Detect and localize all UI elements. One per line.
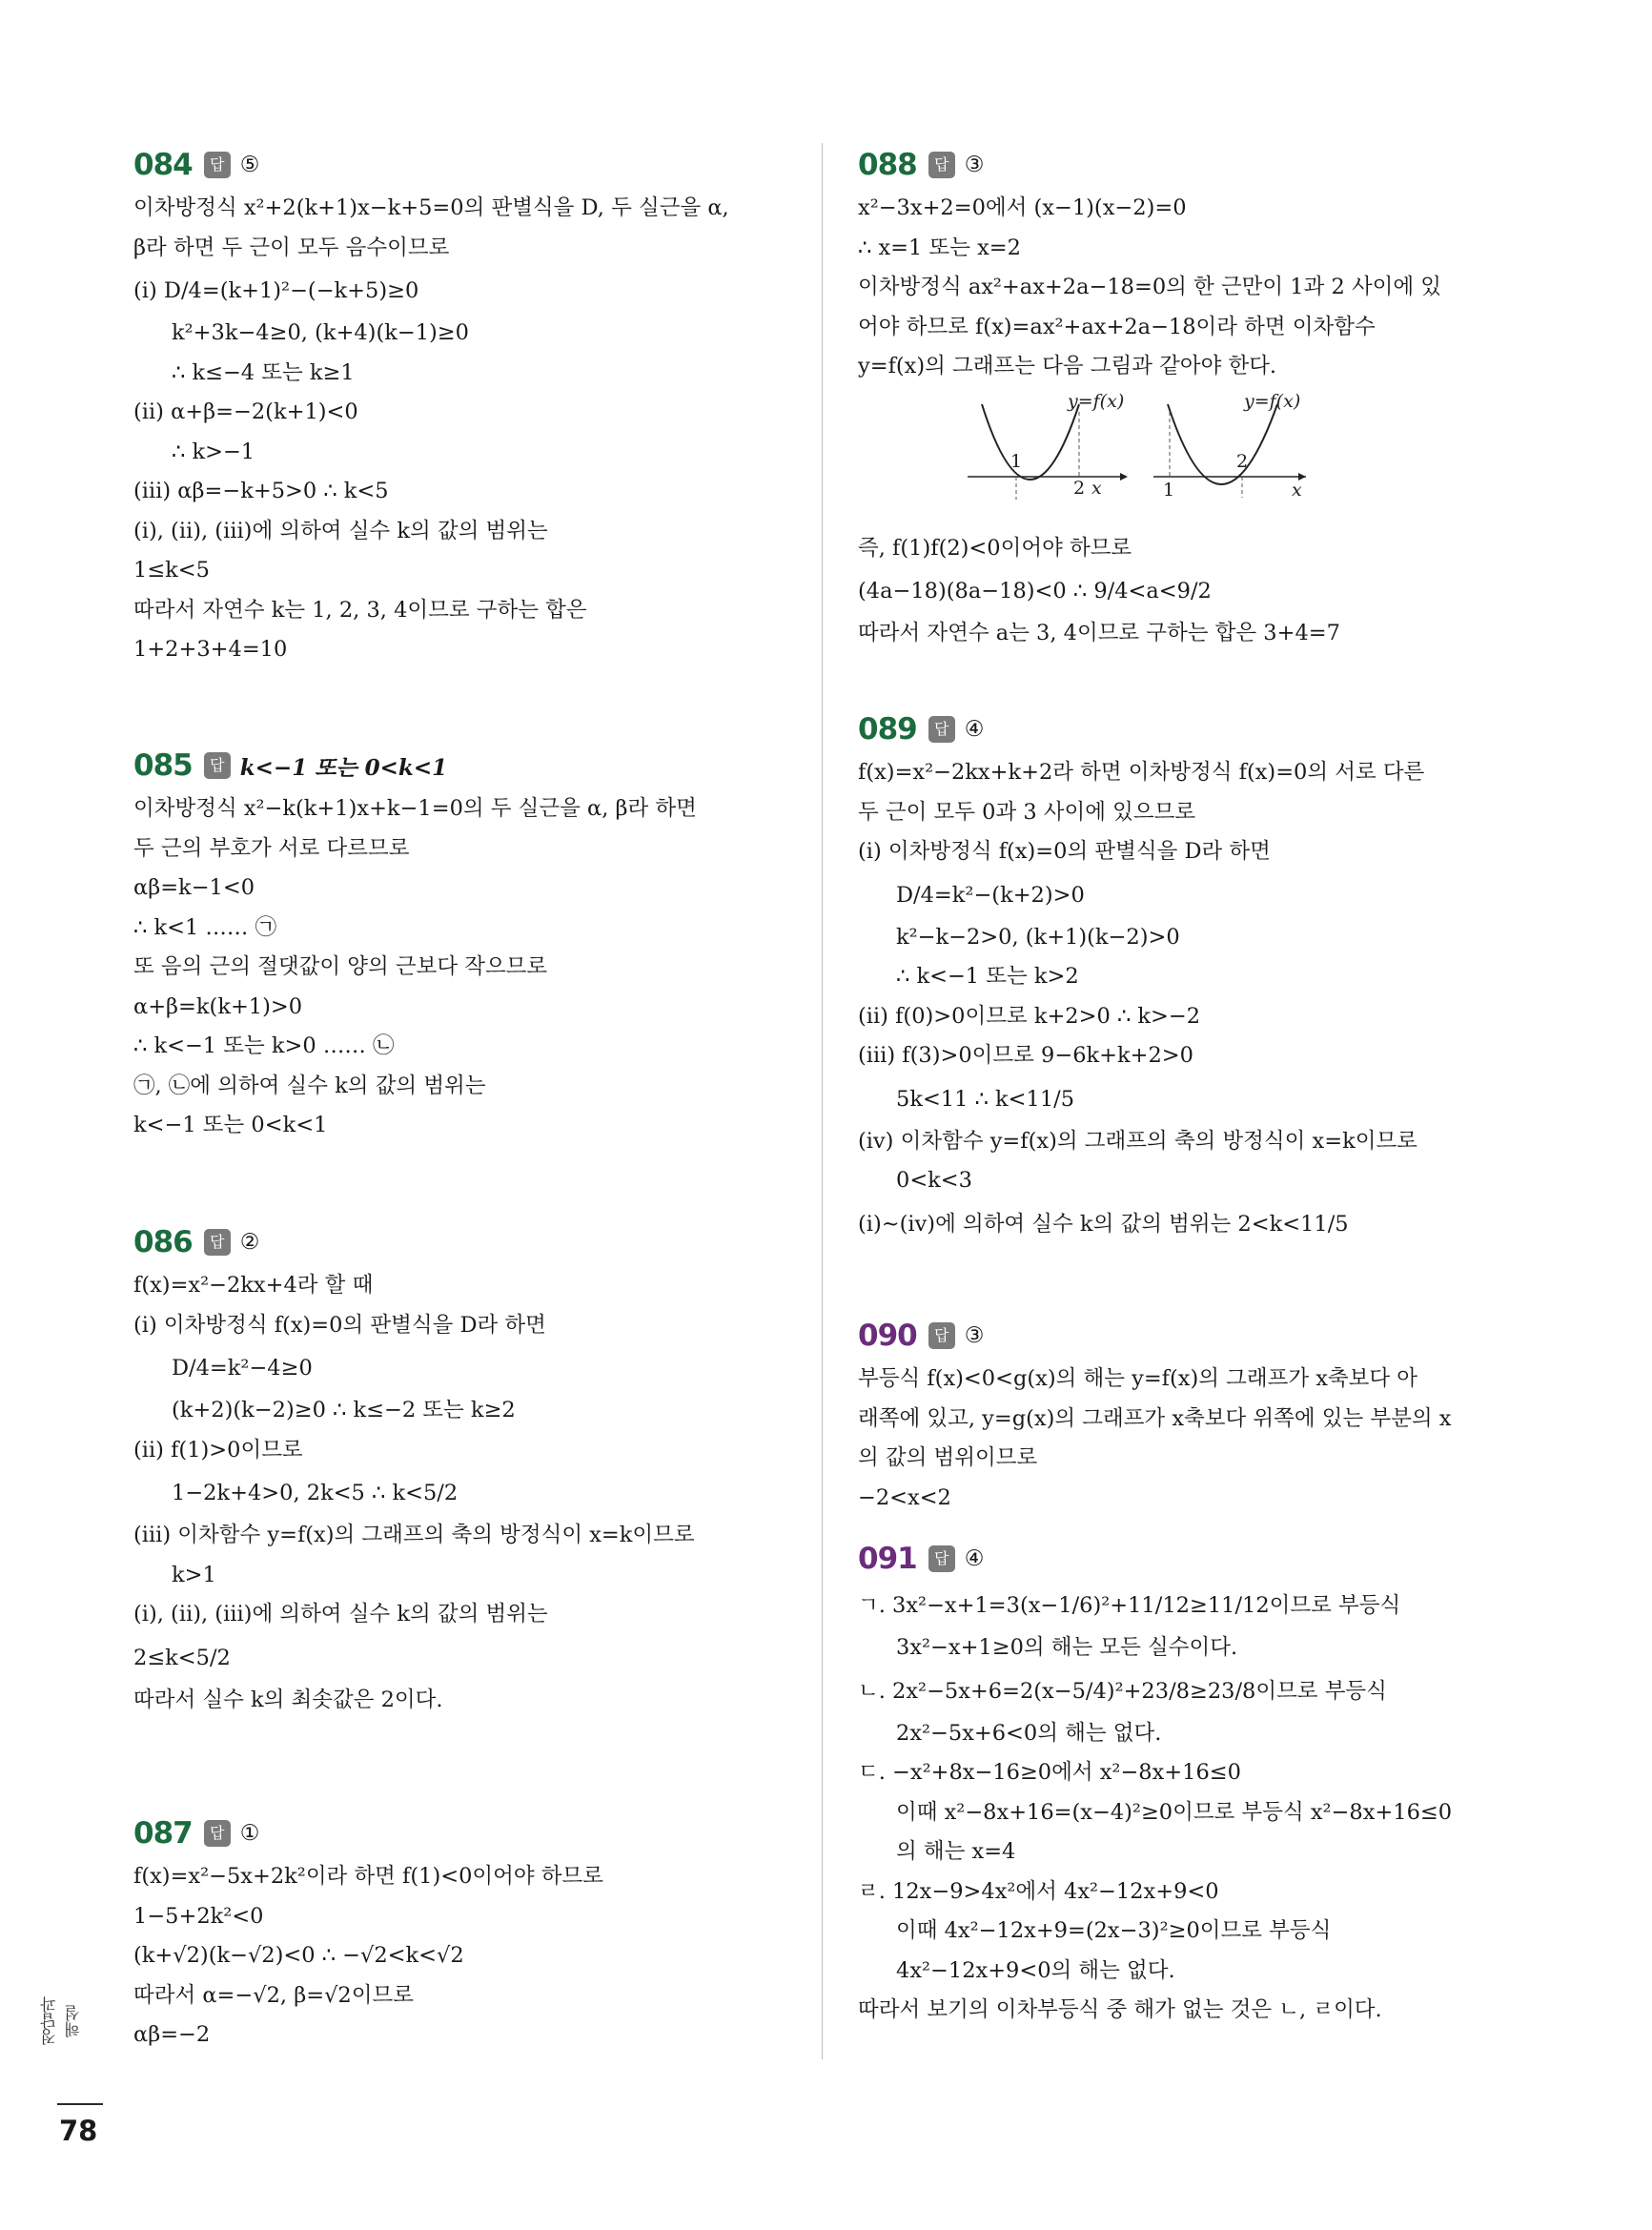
column-divider xyxy=(822,143,823,2059)
answer-badge: 답 xyxy=(928,152,955,178)
curve-label-left: y=f(x) xyxy=(1068,392,1125,412)
problem-088 xyxy=(858,143,1516,654)
text-line: 4x²−12x+9<0의 해는 없다. xyxy=(896,1957,1175,1983)
answer-badge: 답 xyxy=(928,1545,955,1572)
problem-number: 087 xyxy=(133,1816,193,1851)
tick-label-1-right: 1 xyxy=(1163,479,1175,501)
problem-number: 088 xyxy=(858,148,917,182)
text-line: ㄹ. 12x−9>4x²에서 4x²−12x+9<0 xyxy=(858,1878,1219,1904)
text-line: (ⅰ) 이차방정식 f(x)=0의 판별식을 D라 하면 xyxy=(133,1312,546,1338)
text-line: β라 하면 두 근이 모두 음수이므로 xyxy=(133,235,450,260)
text-line: x²−3x+2=0에서 (x−1)(x−2)=0 xyxy=(858,195,1187,220)
problem-number: 085 xyxy=(133,748,193,783)
problem-header xyxy=(133,744,791,788)
answer-value: ② xyxy=(239,1230,260,1255)
text-line: 의 해는 x=4 xyxy=(896,1839,1016,1864)
answer-badge: 답 xyxy=(204,152,231,178)
text-line: f(x)=x²−5x+2k²이라 하면 f(1)<0이어야 하므로 xyxy=(133,1864,603,1889)
problem-number: 089 xyxy=(858,712,917,747)
page-number: 78 xyxy=(59,2115,98,2147)
text-line: αβ=k−1<0 xyxy=(133,875,255,900)
answer-value: ① xyxy=(239,1821,260,1846)
text-line: 어야 하므로 f(x)=ax²+ax+2a−18이라 하면 이차함수 xyxy=(858,314,1376,339)
text-line: 3x²−x+1≥0의 해는 모든 실수이다. xyxy=(896,1635,1238,1660)
text-line: ∴ k>−1 xyxy=(172,439,255,464)
axis-label-left: x xyxy=(1091,477,1102,499)
text-line: k>1 xyxy=(172,1562,216,1587)
text-line: 이차방정식 x²−k(k+1)x+k−1=0의 두 실근을 α, β라 하면 xyxy=(133,796,697,821)
problem-header xyxy=(133,1811,791,1855)
parabola-graphs xyxy=(858,393,1516,525)
curve-label-right: y=f(x) xyxy=(1244,392,1301,412)
text-line: 2x²−5x+6<0의 해는 없다. xyxy=(896,1720,1162,1746)
text-line: (ⅰ)~(ⅳ)에 의하여 실수 k의 값의 범위는 2<k<11/5 xyxy=(858,1211,1349,1237)
problem-header xyxy=(133,143,791,187)
answer-value: k<−1 또는 0<k<1 xyxy=(239,754,448,781)
text-line: 래쪽에 있고, y=g(x)의 그래프가 x축보다 위쪽에 있는 부분의 x xyxy=(858,1405,1452,1431)
problem-number: 091 xyxy=(858,1542,917,1576)
tick-label-2-left: 2 xyxy=(1073,477,1086,499)
problem-header xyxy=(858,143,1516,187)
x-axis-arrow-left xyxy=(1120,473,1128,481)
axis-label-right: x xyxy=(1292,479,1302,501)
text-line: (ⅲ) 이차함수 y=f(x)의 그래프의 축의 방정식이 x=k이므로 xyxy=(133,1523,695,1547)
answer-value: ④ xyxy=(964,717,985,742)
answer-value: ③ xyxy=(964,1323,985,1348)
text-line: (4a−18)(8a−18)<0 ∴ 9/4<a<9/2 xyxy=(858,579,1212,604)
tick-label-2-right: 2 xyxy=(1236,450,1249,472)
text-line: 두 근의 부호가 서로 다르므로 xyxy=(133,835,410,861)
text-line: 1≤k<5 xyxy=(133,558,210,583)
answer-badge: 답 xyxy=(928,1322,955,1349)
problem-header xyxy=(858,707,1516,751)
problem-header xyxy=(858,1537,1516,1581)
text-line: 1−2k+4>0, 2k<5 ∴ k<5/2 xyxy=(172,1481,459,1505)
text-line: k²+3k−4≥0, (k+4)(k−1)≥0 xyxy=(172,320,469,345)
text-line: (ⅰ) D/4=(k+1)²−(−k+5)≥0 xyxy=(133,278,419,303)
problem-number: 090 xyxy=(858,1319,917,1353)
text-line: 1−5+2k²<0 xyxy=(133,1903,264,1929)
text-line: 이때 x²−8x+16=(x−4)²≥0이므로 부등식 x²−8x+16≤0 xyxy=(896,1799,1453,1825)
text-line: ∴ k<1 …… ㉠ xyxy=(133,914,277,940)
text-line: D/4=k²−(k+2)>0 xyxy=(896,882,1085,908)
text-line: 이차방정식 ax²+ax+2a−18=0의 한 근만이 1과 2 사이에 있 xyxy=(858,275,1442,299)
side-label: 정답과 해설 xyxy=(41,1996,84,2046)
problem-086 xyxy=(133,1220,791,1720)
answer-badge: 답 xyxy=(928,716,955,743)
text-line: 따라서 실수 k의 최솟값은 2이다. xyxy=(133,1687,443,1712)
parabola-right xyxy=(1168,404,1277,484)
text-line: f(x)=x²−2kx+4라 할 때 xyxy=(133,1273,374,1298)
problem-089 xyxy=(858,707,1516,1247)
text-line: 5k<11 ∴ k<11/5 xyxy=(896,1086,1075,1112)
text-line: 따라서 보기의 이차부등식 중 해가 없는 것은 ㄴ, ㄹ이다. xyxy=(858,1997,1382,2022)
text-line: 0<k<3 xyxy=(896,1168,972,1193)
problem-header xyxy=(133,1220,791,1264)
text-line: (ⅰ), (ⅱ), (ⅲ)에 의하여 실수 k의 값의 범위는 xyxy=(133,1602,548,1626)
text-line: (ⅱ) f(1)>0이므로 xyxy=(133,1437,303,1463)
problem-087 xyxy=(133,1811,791,2056)
text-line: 부등식 f(x)<0<g(x)의 해는 y=f(x)의 그래프가 x축보다 아 xyxy=(858,1366,1418,1391)
text-line: ㄱ. 3x²−x+1=3(x−1/6)²+11/12≥11/12이므로 부등식 xyxy=(858,1593,1401,1618)
text-line: ㉠, ㉡에 의하여 실수 k의 값의 범위는 xyxy=(133,1073,486,1098)
text-line: 2≤k<5/2 xyxy=(133,1645,231,1670)
problem-085 xyxy=(133,744,791,1146)
answer-value: ③ xyxy=(964,153,985,177)
text-line: ∴ k≤−4 또는 k≥1 xyxy=(172,359,355,385)
text-line: 두 근이 모두 0과 3 사이에 있으므로 xyxy=(858,799,1196,825)
text-line: (ⅳ) 이차함수 y=f(x)의 그래프의 축의 방정식이 x=k이므로 xyxy=(858,1128,1417,1154)
text-line: 따라서 자연수 a는 3, 4이므로 구하는 합은 3+4=7 xyxy=(858,621,1340,645)
text-line: 1+2+3+4=10 xyxy=(133,637,288,662)
text-line: ∴ k<−1 또는 k>0 …… ㉡ xyxy=(133,1033,395,1058)
text-line: k²−k−2>0, (k+1)(k−2)>0 xyxy=(896,924,1180,950)
text-line: 의 값의 범위이므로 xyxy=(858,1445,1038,1470)
text-line: 따라서 α=−√2, β=√2이므로 xyxy=(133,1982,414,2008)
answer-badge: 답 xyxy=(204,1820,231,1847)
text-line: ㄷ. −x²+8x−16≥0에서 x²−8x+16≤0 xyxy=(858,1760,1241,1785)
answer-badge: 답 xyxy=(204,1229,231,1256)
text-line: 즉, f(1)f(2)<0이어야 하므로 xyxy=(858,535,1132,561)
text-line: 이차방정식 x²+2(k+1)x−k+5=0의 판별식을 D, 두 실근을 α, xyxy=(133,195,729,220)
text-line: (ⅰ), (ⅱ), (ⅲ)에 의하여 실수 k의 값의 범위는 xyxy=(133,518,548,543)
problem-084 xyxy=(133,143,791,670)
text-line: (ⅱ) f(0)>0이므로 k+2>0 ∴ k>−2 xyxy=(858,1003,1201,1029)
text-line: 따라서 자연수 k는 1, 2, 3, 4이므로 구하는 합은 xyxy=(133,597,587,623)
parabola-left xyxy=(982,404,1079,480)
problem-091 xyxy=(858,1537,1516,2031)
problem-number: 086 xyxy=(133,1225,193,1259)
text-line: (k+√2)(k−√2)<0 ∴ −√2<k<√2 xyxy=(133,1943,464,1968)
text-line: α+β=k(k+1)>0 xyxy=(133,993,303,1019)
problem-090 xyxy=(858,1314,1516,1518)
text-line: αβ=−2 xyxy=(133,2022,211,2047)
answer-value: ④ xyxy=(964,1546,985,1571)
problem-header xyxy=(858,1314,1516,1358)
text-line: k<−1 또는 0<k<1 xyxy=(133,1113,328,1137)
answer-value: ⑤ xyxy=(239,153,260,177)
text-line: ㄴ. 2x²−5x+6=2(x−5/4)²+23/8≥23/8이므로 부등식 xyxy=(858,1678,1387,1704)
text-line: ∴ x=1 또는 x=2 xyxy=(858,235,1021,260)
text-line: 또 음의 근의 절댓값이 양의 근보다 작으므로 xyxy=(133,954,548,979)
text-line: (ⅲ) f(3)>0이므로 9−6k+k+2>0 xyxy=(858,1043,1193,1068)
text-line: −2<x<2 xyxy=(858,1484,951,1510)
text-line: (ⅱ) α+β=−2(k+1)<0 xyxy=(133,399,358,424)
answer-badge: 답 xyxy=(204,752,231,779)
text-line: 이때 4x²−12x+9=(2x−3)²≥0이므로 부등식 xyxy=(896,1918,1332,1943)
text-line: ∴ k<−1 또는 k>2 xyxy=(896,964,1079,989)
text-line: D/4=k²−4≥0 xyxy=(172,1356,313,1381)
text-line: y=f(x)의 그래프는 다음 그림과 같아야 한다. xyxy=(858,354,1277,378)
text-line: (ⅰ) 이차방정식 f(x)=0의 판별식을 D라 하면 xyxy=(858,839,1271,864)
text-line: f(x)=x²−2kx+k+2라 하면 이차방정식 f(x)=0의 서로 다른 xyxy=(858,760,1425,785)
text-line: (k+2)(k−2)≥0 ∴ k≤−2 또는 k≥2 xyxy=(172,1398,516,1422)
tick-label-1-left: 1 xyxy=(1010,450,1023,472)
side-rule xyxy=(57,2103,103,2105)
problem-number: 084 xyxy=(133,148,193,182)
text-line: (ⅲ) αβ=−k+5>0 ∴ k<5 xyxy=(133,479,389,503)
graph-figure xyxy=(858,393,1306,522)
